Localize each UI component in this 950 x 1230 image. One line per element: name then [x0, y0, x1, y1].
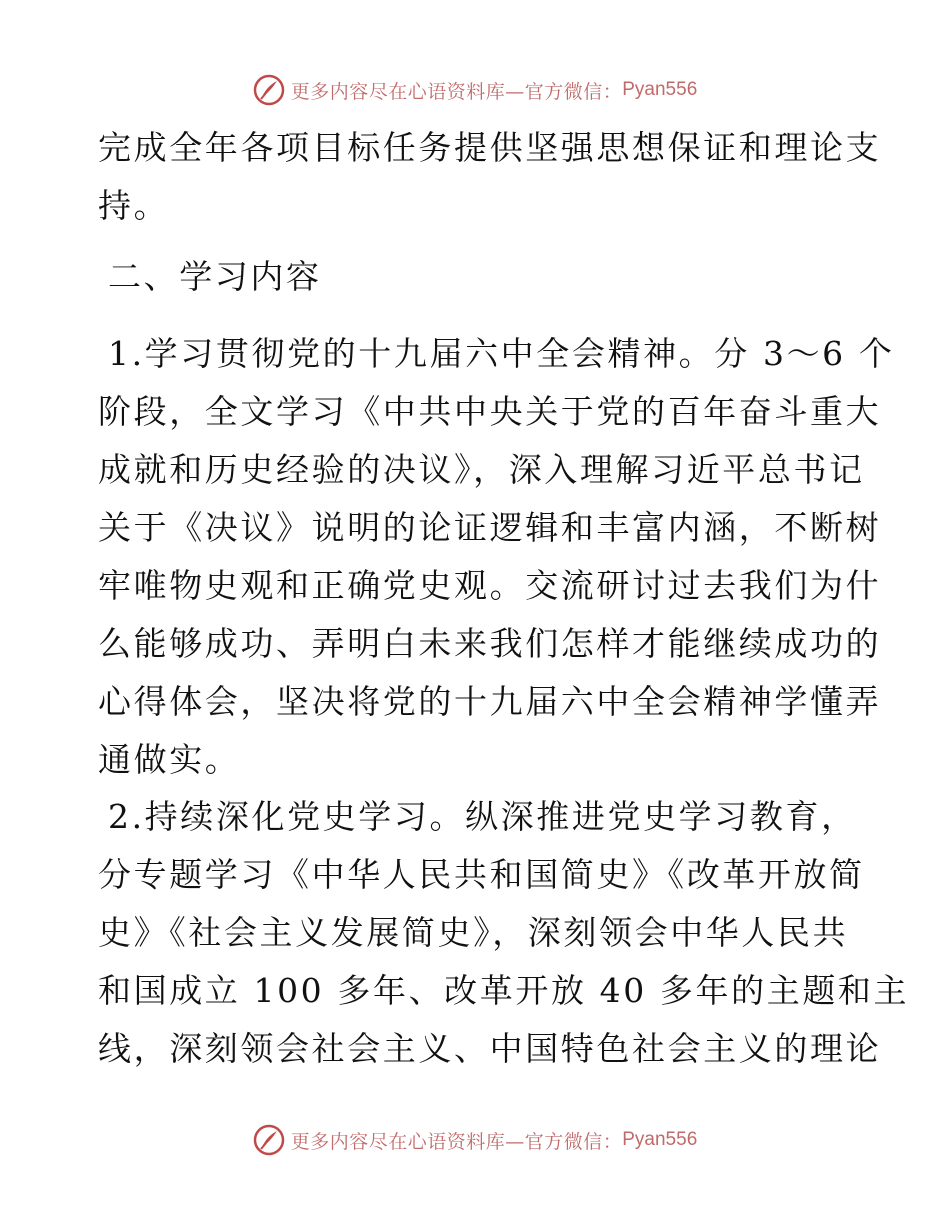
text-line: 心得体会，坚决将党的十九届六中全会精神学懂弄 — [98, 682, 882, 721]
text-line: 史》《社会主义发展简史》，深刻领会中华人民共 — [98, 913, 849, 952]
section-title: 二、学习内容 — [108, 257, 322, 296]
watermark-id: Pyan556 — [622, 1129, 698, 1150]
text-line: 完成全年各项目标任务提供坚强思想保证和理论支 — [98, 128, 882, 167]
watermark-text: 更多内容尽在心语资料库—官方微信： — [290, 1130, 623, 1153]
text-line: 牢唯物史观和正确党史观。交流研讨过去我们为什 — [98, 566, 882, 605]
footer-watermark — [0, 1120, 950, 1160]
text-line: 持。 — [98, 186, 170, 225]
text-line: 线，深刻领会社会主义、中国特色社会主义的理论 — [98, 1029, 882, 1068]
text-line: 和国成立 100 多年、改革开放 40 多年的主题和主 — [98, 971, 910, 1010]
watermark-id: Pyan556 — [622, 79, 698, 100]
header-watermark — [0, 70, 950, 110]
text-line: 通做实。 — [98, 740, 241, 779]
text-line: 关于《决议》说明的论证逻辑和丰富内涵，不断树 — [98, 508, 882, 547]
text-line: 阶段，全文学习《中共中央关于党的百年奋斗重大 — [98, 392, 882, 431]
text-line: 成就和历史经验的决议》，深入理解习近平总书记 — [98, 450, 865, 489]
text-line: 么能够成功、弄明白未来我们怎样才能继续成功的 — [98, 624, 882, 663]
text-line: 2.持续深化党史学习。纵深推进党史学习教育， — [108, 797, 857, 836]
paragraph-1 — [98, 325, 895, 789]
quill-logo-icon — [253, 1124, 285, 1156]
body-text — [98, 119, 882, 235]
text-line: 分专题学习《中华人民共和国简史》《改革开放简 — [98, 855, 865, 894]
section-heading — [98, 248, 858, 306]
watermark-text: 更多内容尽在心语资料库—官方微信： — [290, 80, 623, 103]
paragraph-2 — [98, 788, 910, 1078]
text-line: 1.学习贯彻党的十九届六中全会精神。分 3～6 个 — [108, 334, 895, 373]
quill-logo-icon — [253, 74, 285, 106]
